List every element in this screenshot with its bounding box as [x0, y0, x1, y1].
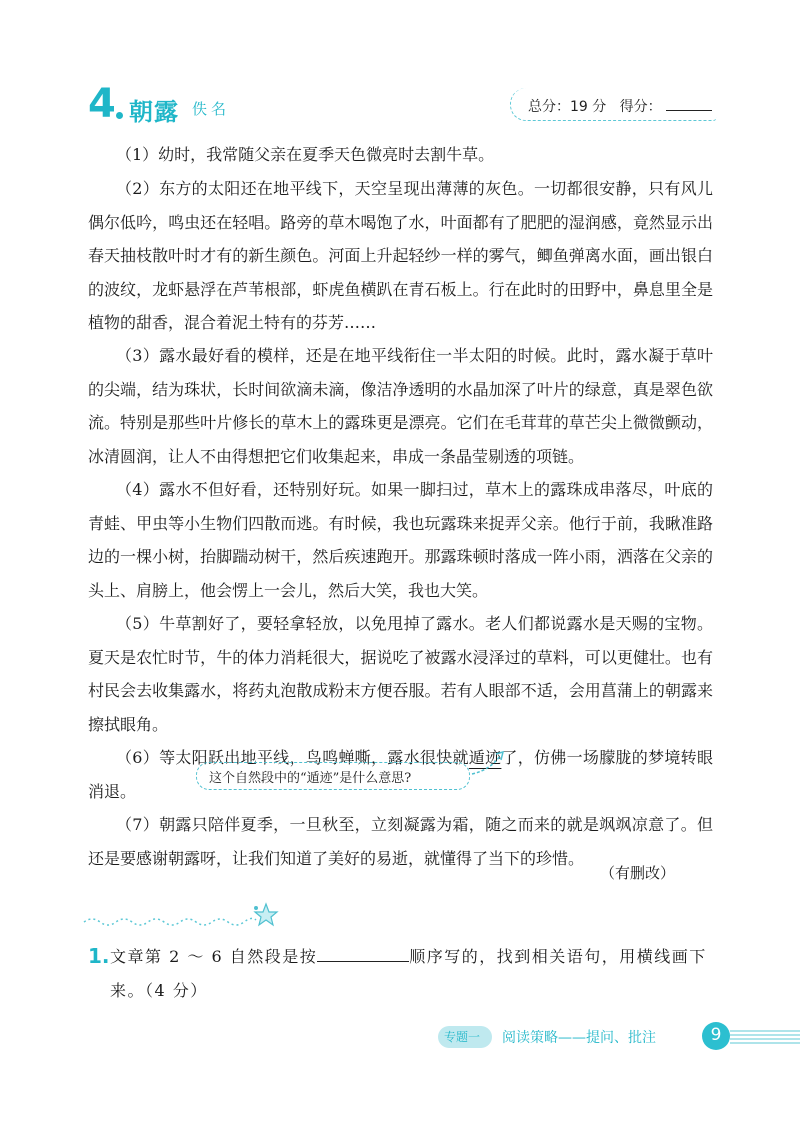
footer-title: 阅读策略——提问、批注: [502, 1030, 656, 1046]
article-title: 朝露: [129, 97, 179, 126]
paragraph-4: （4）露水不但好看，还特别好玩。如果一脚扫过，草木上的露珠成串落尽，叶底的青蛙、甲虫等小生物们四散而逃。有时候，我也玩露珠来捉弄父亲。他行于前，我瞅准路边的一棵小树，抬脚踹动树干，然后疾速跑开。那露珠顿时落成一阵小雨，洒落在父亲的头上、肩膀上，他会愣上一会儿，然后大笑，我也大笑。: [88, 480, 713, 600]
page-footer: [430, 1022, 800, 1054]
paragraph-5: （5）牛草割好了，要轻拿轻放，以免甩掉了露水。老人们都说露水是天赐的宝物。夏天是农忙时节，牛的体力消耗很大，据说吃了被露水浸泽过的草料，可以更健壮。也有村民会去收集露水，将药丸泡散成粉末方便吞服。若有人眼部不适，会用菖蒲上的朝露来擦拭眼角。: [88, 614, 713, 734]
bubble-tail-icon: [470, 748, 510, 778]
footer-lines-icon: [730, 1028, 800, 1046]
answer-blank[interactable]: [317, 961, 409, 962]
paragraph-6: （6）等太阳跃出地平线，鸟鸣蝉嘶，露水很快就遁迹了，仿佛一场朦胧的梦境转眼消退。: [88, 748, 713, 801]
question-1: 文章第 2 ～ 6 自然段是按 顺序写的，找到相关语句，用横线画下来。（4 分）: [110, 947, 707, 1000]
score-got-label: 得分：: [619, 99, 662, 115]
wave-star-divider-icon: [80, 898, 280, 934]
annotation-bubble: [196, 762, 470, 790]
question-number: 1.: [88, 944, 110, 968]
paragraph-2: （2）东方的太阳还在地平线下，天空呈现出薄薄的灰色。一切都很安静，只有风儿偶尔低吟，鸣虫还在轻唱。路旁的草木喝饱了水，叶面都有了肥肥的湿润感，竟然显示出春天抽枝散叶时才有的新生颜色。河面上升起轻纱一样的雾气，鲫鱼弹离水面，画出银白的波纹，龙虾悬浮在芦苇根部，虾虎鱼横趴在青石板上。行在此时的田野中，鼻息里全是植物的甜香，混合着泥土特有的芬芳……: [88, 179, 713, 332]
number-dot: [116, 112, 123, 119]
source-note: （有删改）: [600, 864, 676, 882]
page-number: 9: [702, 1022, 730, 1050]
annotation-text: 这个自然段中的“遁迹”是什么意思?: [209, 771, 412, 786]
score-blank[interactable]: [666, 110, 712, 111]
paragraph-7: （7）朝露只陪伴夏季，一旦秋至，立刻凝露为霜，随之而来的就是飒飒凉意了。但还是要感谢朝露呀，让我们知道了美好的易逝，就懂得了当下的珍惜。: [88, 815, 713, 868]
article-header: [88, 81, 718, 127]
score-line: [528, 96, 712, 116]
article-author: 佚名: [192, 100, 231, 118]
score-total: 总分：19 分: [528, 99, 607, 115]
article-number: 4: [88, 81, 116, 127]
underlined-word: 遁迹: [468, 748, 502, 767]
paragraph-3: （3）露水最好看的模样，还是在地平线衔住一半太阳的时候。此时，露水凝于草叶的尖端，结为珠状，长时间欲滴未滴，像洁净透明的水晶加深了叶片的绿意，真是翠色欲流。特别是那些叶片修长的草木上的露珠更是漂亮。它们在毛茸茸的草芒尖上微微颤动，冰清圆润，让人不由得想把它们收集起来，串成一条晶莹剔透的项链。: [88, 346, 713, 466]
topic-tag: 专题一: [438, 1026, 492, 1048]
paragraph-1: （1）幼时，我常随父亲在夏季天色微亮时去割牛草。: [116, 145, 495, 164]
